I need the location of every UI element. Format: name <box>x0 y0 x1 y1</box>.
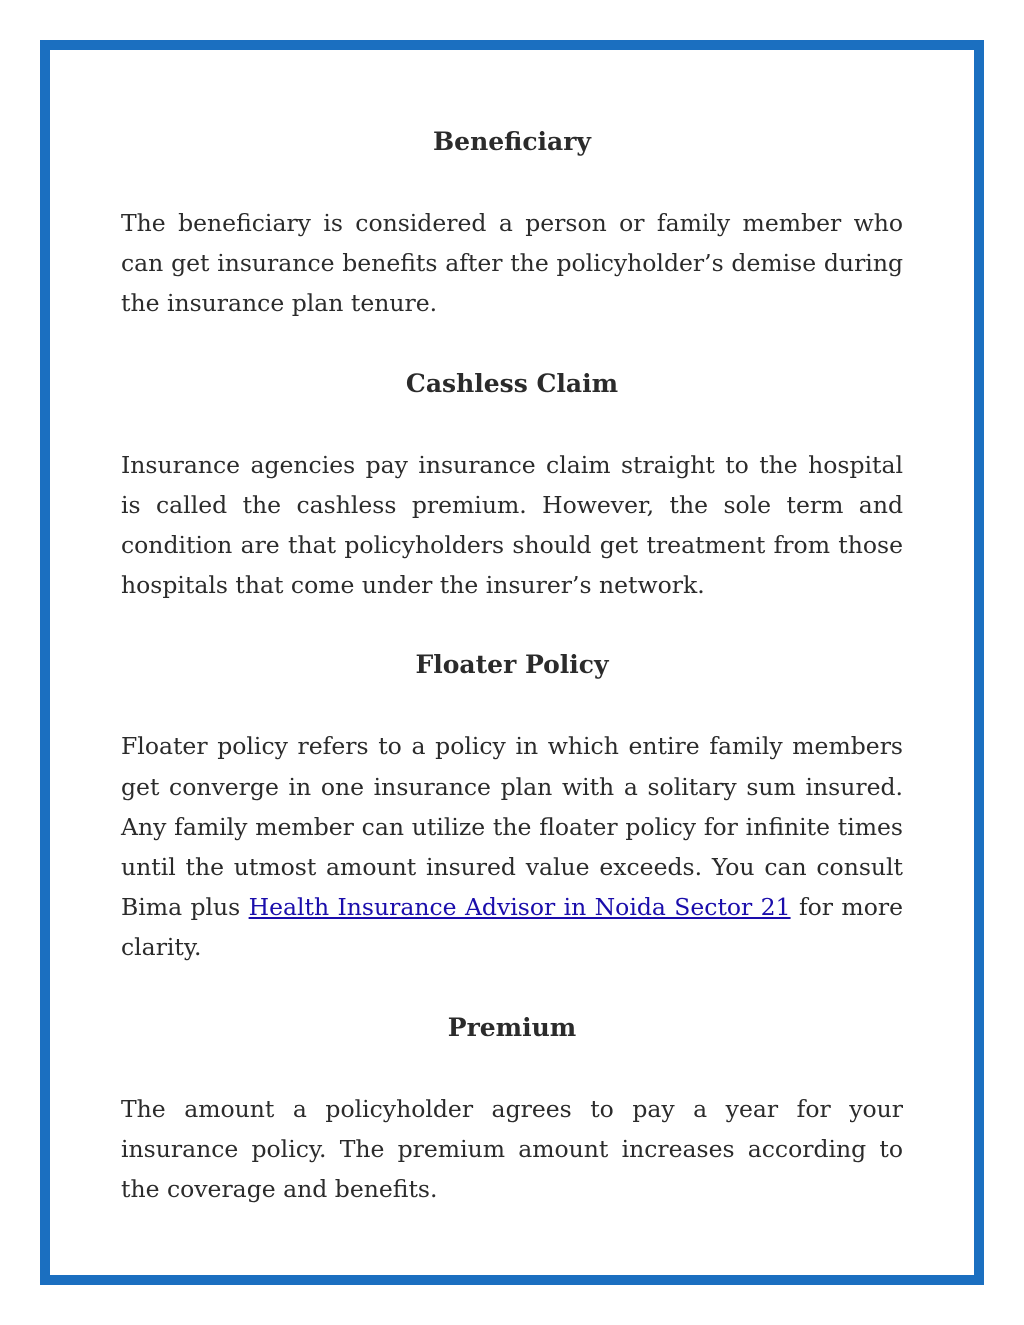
heading-floater-policy: Floater Policy <box>415 650 609 680</box>
heading-premium: Premium <box>447 1012 577 1042</box>
floater-text-after-link: for more clarity. <box>121 893 904 962</box>
paragraph-cashless-claim: Insurance agencies pay insurance claim straight to the hospital is called the cashless premium. However, the sole term and condition are that policyholders should get treatment from those hospitals that come under the insurer’s network. <box>121 450 903 600</box>
document-content <box>121 122 903 1209</box>
paragraph-beneficiary: The beneficiary is considered a person or family member who can get insurance benefits after the policyholder’s demise during the insurance plan tenure. <box>121 209 903 318</box>
heading-cashless-claim: Cashless Claim <box>405 368 619 398</box>
heading-beneficiary: Beneficiary <box>433 127 591 156</box>
paragraph-floater-policy <box>121 726 903 967</box>
health-insurance-advisor-link[interactable]: Health Insurance Advisor in Noida Sector 21 <box>248 893 791 922</box>
floater-text-before-link: Floater policy refers to a policy in which entire family members get converge in one insurance plan with a solitary sum insured. Any family member can utilize the floater policy for infinite times until the utmost amount insured value exceeds. You can consult Bima plus <box>121 732 903 922</box>
paragraph-premium: The amount a policyholder agrees to pay a year for your insurance policy. The premium amount increases according to the coverage and benefits. <box>121 1094 903 1204</box>
